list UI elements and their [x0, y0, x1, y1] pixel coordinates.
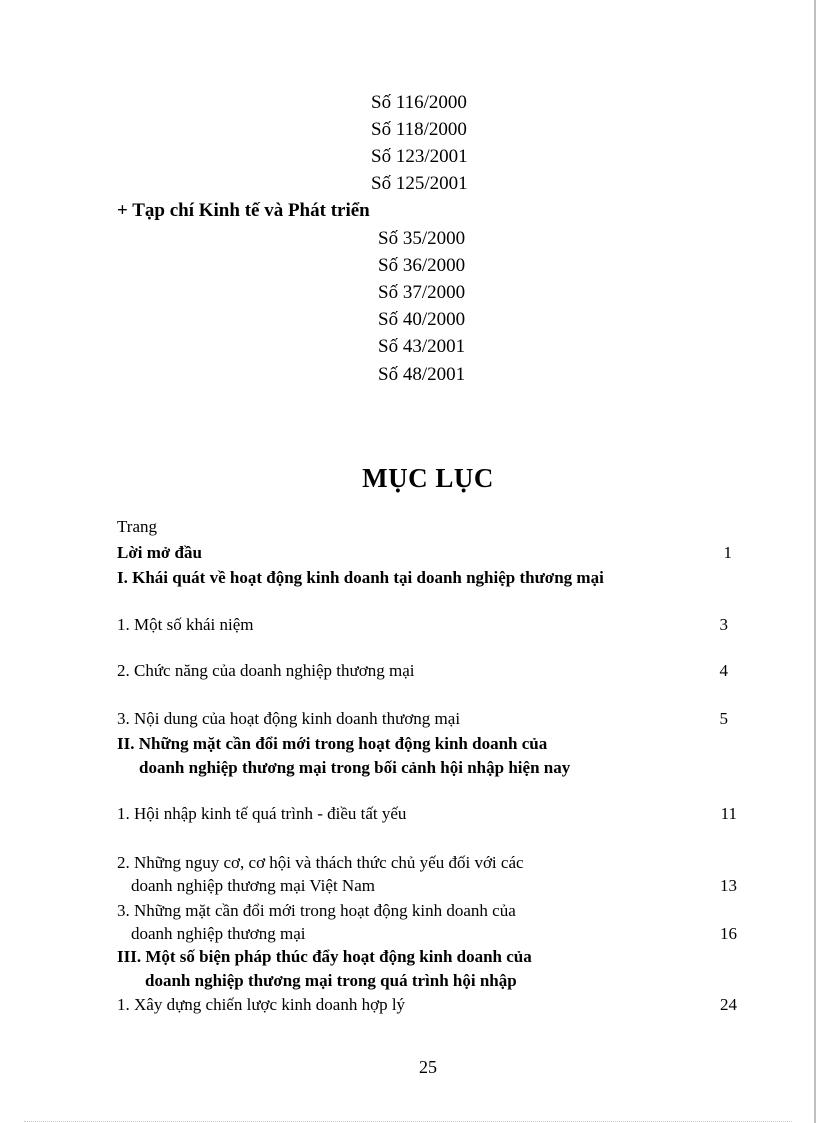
reference-issue: Số 36/2000 — [378, 255, 466, 276]
reference-issue: Số 35/2000 — [378, 228, 466, 249]
toc-entry: 2. Chức năng của doanh nghiệp thương mại — [117, 661, 415, 680]
toc-entry: 2. Những nguy cơ, cơ hội và thách thức chủ yếu đối với các — [117, 853, 524, 872]
reference-issue: Số 123/2001 — [371, 146, 468, 167]
toc-entry-intro: Lời mở đầu — [117, 543, 202, 562]
page-number: 25 — [419, 1057, 437, 1077]
toc-section-heading: I. Khái quát về hoạt động kinh doanh tại doanh nghiệp thương mại — [117, 568, 604, 587]
reference-issue: Số 118/2000 — [371, 119, 467, 140]
toc-entry: 1. Xây dựng chiến lược kinh doanh hợp lý — [117, 995, 406, 1014]
toc-page-number: 13 — [720, 876, 737, 895]
reference-issue: Số 40/2000 — [378, 309, 466, 330]
toc-section-heading-cont: doanh nghiệp thương mại trong bối cảnh hội nhập hiện nay — [139, 758, 571, 777]
toc-entry: 3. Những mặt cần đổi mới trong hoạt động kinh doanh của — [117, 901, 516, 920]
toc-page-number: 11 — [720, 804, 737, 823]
reference-issue: Số 43/2001 — [378, 336, 466, 357]
toc-section-heading: III. Một số biện pháp thúc đẩy hoạt động kinh doanh của — [117, 947, 532, 966]
reference-issue: Số 116/2000 — [371, 92, 467, 113]
journal-heading: + Tạp chí Kinh tế và Phát triển — [117, 200, 370, 221]
reference-issue: Số 125/2001 — [371, 173, 468, 194]
toc-entry: 1. Một số khái niệm — [117, 615, 254, 634]
toc-page-number: 16 — [720, 924, 737, 943]
toc-section-heading-cont: doanh nghiệp thương mại trong quá trình hội nhập — [145, 971, 517, 990]
toc-page-number: 4 — [719, 661, 728, 680]
toc-entry-cont: doanh nghiệp thương mại Việt Nam — [131, 876, 375, 895]
toc-entry-cont: doanh nghiệp thương mại — [131, 924, 306, 943]
page-bottom-rule — [24, 1121, 792, 1122]
toc-page-number: 24 — [720, 995, 737, 1014]
reference-issue: Số 48/2001 — [378, 364, 466, 385]
reference-issue: Số 37/2000 — [378, 282, 466, 303]
toc-entry: 3. Nội dung của hoạt động kinh doanh thương mại — [117, 709, 461, 728]
toc-title: MỤC LỤC — [362, 463, 494, 493]
toc-page-number: 3 — [719, 615, 728, 634]
toc-entry: 1. Hội nhập kinh tế quá trình - điều tất yếu — [117, 804, 407, 823]
toc-section-heading: II. Những mặt cần đổi mới trong hoạt động kinh doanh của — [117, 734, 548, 753]
page-column-label: Trang — [117, 517, 157, 536]
toc-page-number: 1 — [723, 543, 732, 562]
toc-page-number: 5 — [719, 709, 728, 728]
